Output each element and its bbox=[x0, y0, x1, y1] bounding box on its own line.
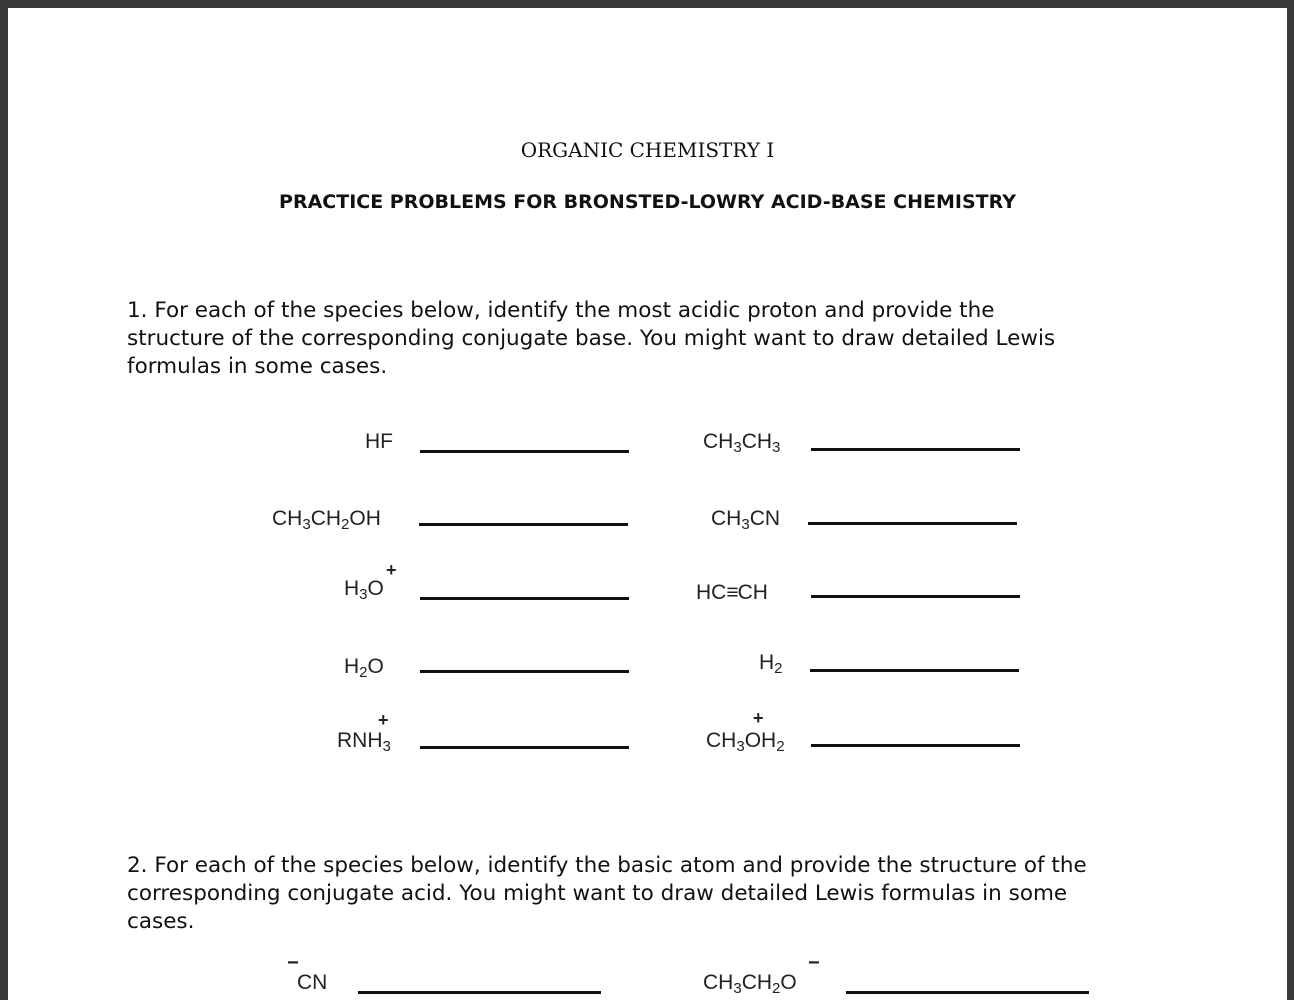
answer-blank-ethane[interactable] bbox=[811, 448, 1020, 451]
question-1-line-3: formulas in some cases. bbox=[127, 354, 388, 379]
question-1-line-1: 1. For each of the species below, identify the most acidic proton and provide the bbox=[127, 298, 995, 323]
positive-charge-hydronium: + bbox=[386, 560, 397, 580]
species-ethanol: $CH_3CH_2OH$ bbox=[272, 507, 381, 533]
species-hydronium: $H_3O$ bbox=[344, 577, 384, 603]
negative-charge-cyanide: − bbox=[287, 952, 299, 974]
positive-charge-methyloxonium: + bbox=[753, 708, 764, 728]
course-title: ORGANIC CHEMISTRY I bbox=[520, 138, 775, 162]
answer-blank-acetylene[interactable] bbox=[811, 595, 1020, 598]
negative-charge-ethoxide: − bbox=[808, 952, 820, 974]
question-2-line-3: cases. bbox=[127, 909, 195, 934]
triple-bond-icon: ≡ bbox=[726, 581, 738, 604]
answer-blank-ethoxide[interactable] bbox=[846, 991, 1089, 994]
species-water: $H_2O$ bbox=[344, 655, 384, 681]
question-1-line-2: structure of the corresponding conjugate base. You might want to draw detailed Lewis bbox=[127, 326, 1056, 351]
species-cyanide: CN bbox=[297, 971, 328, 994]
species-acetonitrile: $CH_3CN$ bbox=[711, 507, 781, 533]
answer-blank-methyloxonium[interactable] bbox=[811, 744, 1020, 747]
answer-blank-water[interactable] bbox=[420, 670, 629, 673]
positive-charge-alkylammonium: + bbox=[378, 710, 389, 730]
species-acetylene: HC≡CH bbox=[696, 581, 768, 604]
worksheet-page bbox=[8, 8, 1287, 1000]
answer-blank-hydrogen[interactable] bbox=[810, 669, 1019, 672]
species-hf: HF bbox=[365, 430, 393, 453]
species-ethane: $CH_3CH_3$ bbox=[703, 430, 781, 456]
answer-blank-acetonitrile[interactable] bbox=[808, 522, 1017, 525]
worksheet-title: PRACTICE PROBLEMS FOR BRONSTED-LOWRY ACID-BASE CHEMISTRY bbox=[279, 191, 1016, 213]
answer-blank-alkylammonium[interactable] bbox=[420, 746, 629, 749]
question-1-text bbox=[127, 297, 1187, 381]
species-methyloxonium: $CH_3OH_2$ bbox=[706, 729, 785, 755]
answer-blank-ethanol[interactable] bbox=[419, 523, 628, 526]
species-ethoxide: $CH_3CH_2O$ bbox=[703, 971, 797, 997]
answer-blank-hydronium[interactable] bbox=[420, 597, 629, 600]
answer-blank-cyanide[interactable] bbox=[358, 991, 601, 994]
species-hydrogen: $H_2$ bbox=[759, 651, 783, 677]
question-2-text bbox=[127, 852, 1187, 936]
species-alkylammonium: $RNH_3$ bbox=[337, 729, 391, 755]
question-2-line-1: 2. For each of the species below, identify the basic atom and provide the structure of the bbox=[127, 853, 1087, 878]
answer-blank-hf[interactable] bbox=[420, 450, 629, 453]
question-2-line-2: corresponding conjugate acid. You might want to draw detailed Lewis formulas in some bbox=[127, 881, 1068, 906]
